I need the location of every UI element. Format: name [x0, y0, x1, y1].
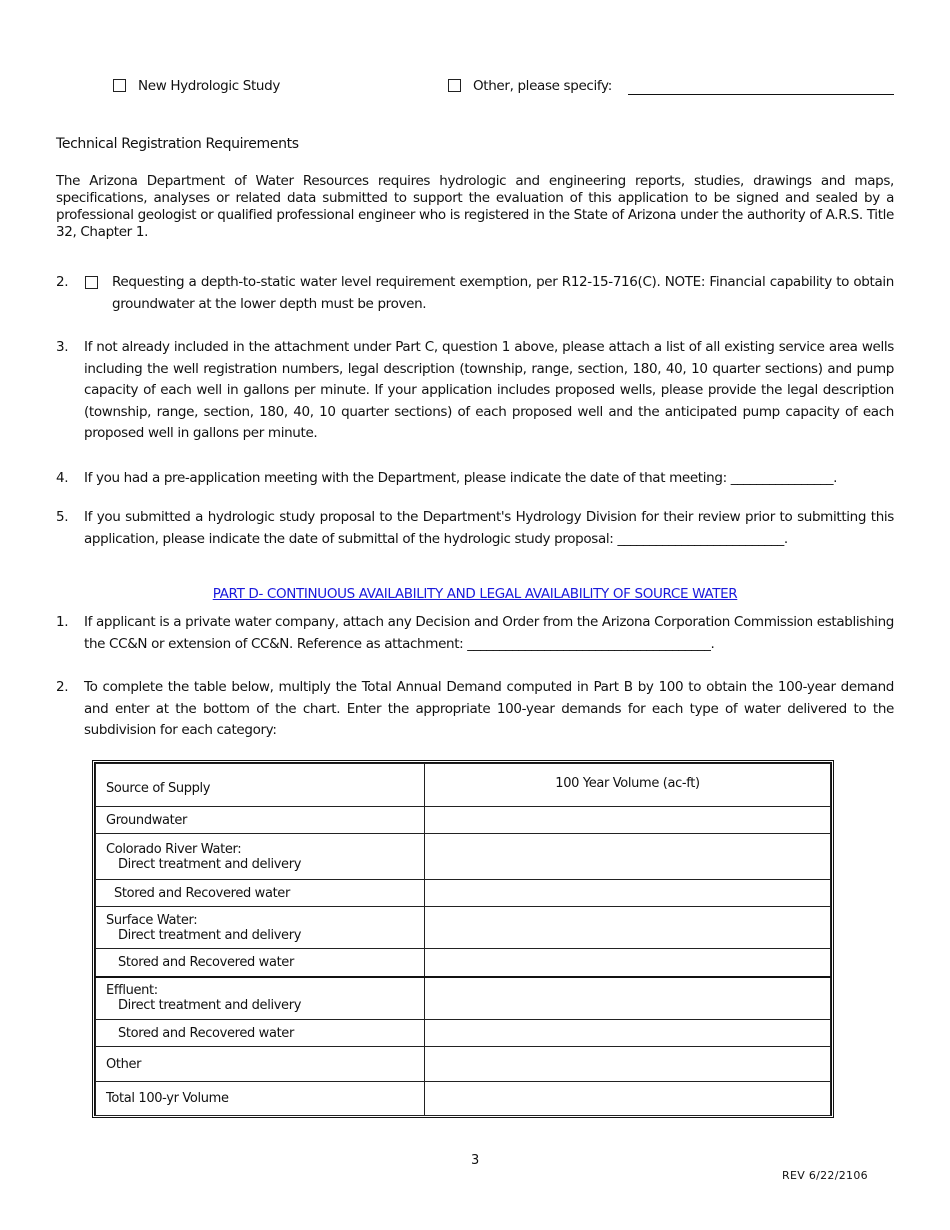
item-number: 2. — [56, 679, 69, 695]
option-label: New Hydrologic Study — [138, 78, 280, 94]
volume-input[interactable] — [425, 907, 831, 949]
volume-input[interactable] — [425, 1047, 831, 1082]
item-number: 2. — [56, 274, 69, 290]
volume-input[interactable] — [425, 834, 831, 880]
item-3 — [56, 337, 894, 445]
item-number: 5. — [56, 509, 69, 525]
item-number: 3. — [56, 339, 69, 355]
volume-input[interactable] — [425, 880, 831, 907]
revision-label: REV 6/22/2106 — [782, 1169, 868, 1182]
item-5 — [56, 507, 894, 550]
tech-heading: Technical Registration Requirements — [56, 136, 299, 152]
row-label: Stored and Recovered water — [96, 880, 425, 907]
header-volume: 100 Year Volume (ac-ft) — [425, 764, 831, 807]
item-text: Requesting a depth-to-static water level requirement exemption, per R12-15-716(C). NOTE: Financial capability to obtain groundwater at the lower depth must be proven. — [112, 274, 894, 312]
tech-body: The Arizona Department of Water Resources requires hydrologic and engineering reports, studies, drawings and maps, specifications, analyses or related data submitted to support the evaluation of this application to be signed and sealed by a professional geologist or qualified professional engineer who is registered in the State of Arizona under the authority of A.R.S. Title 32, Chapter 1. — [56, 173, 894, 240]
item-text: If applicant is a private water company, attach any Decision and Order from the Arizona Corporation Commission establishing the CC&N or extension of CC&N. Reference as attachment: ______________________________________. — [84, 614, 894, 652]
checkbox[interactable] — [85, 276, 98, 289]
volume-input[interactable] — [425, 1082, 831, 1116]
row-label: Groundwater — [96, 807, 425, 834]
item-text: If not already included in the attachment under Part C, question 1 above, please attach a list of all existing service area wells including the well registration numbers, legal description (township, range, section, 180, 40, 10 quarter sections) and pump capacity of each well in gallons per minute. If your application includes proposed wells, please provide the legal description (township, range, section, 180, 40, 10 quarter sections) of each proposed well and the anticipated pump capacity of each proposed well in gallons per minute. — [84, 339, 894, 441]
page-number: 3 — [471, 1153, 479, 1168]
item-text: If you had a pre-application meeting with the Department, please indicate the date of that meeting: ________________. — [84, 470, 838, 486]
part-d-item-1 — [56, 612, 894, 655]
item-number: 1. — [56, 614, 69, 630]
volume-input[interactable] — [425, 949, 831, 977]
option-label: Other, please specify: — [473, 78, 612, 94]
item-4 — [56, 468, 894, 490]
part-d-item-2 — [56, 677, 894, 742]
part-d-heading-link[interactable]: PART D- CONTINUOUS AVAILABILITY AND LEGAL AVAILABILITY OF SOURCE WATER — [212, 586, 738, 602]
row-label: Stored and Recovered water — [96, 949, 425, 977]
source-water-table — [92, 760, 834, 1118]
item-2 — [56, 272, 894, 315]
option-new-hydrologic-study[interactable] — [113, 78, 280, 94]
row-label: Surface Water: Direct treatment and delivery — [96, 907, 425, 949]
volume-input[interactable] — [425, 807, 831, 834]
item-text: If you submitted a hydrologic study proposal to the Department's Hydrology Division for their review prior to submitting this application, please indicate the date of submittal of the hydrologic study proposal: __________________________. — [84, 509, 894, 547]
checkbox[interactable] — [113, 79, 126, 92]
header-source: Source of Supply — [96, 764, 425, 807]
checkbox[interactable] — [448, 79, 461, 92]
row-label: Other — [96, 1047, 425, 1082]
other-specify-field[interactable] — [628, 94, 894, 95]
item-number: 4. — [56, 470, 69, 486]
row-label: Colorado River Water: Direct treatment and delivery — [96, 834, 425, 880]
row-label: Effluent: Direct treatment and delivery — [96, 977, 425, 1020]
volume-input[interactable] — [425, 977, 831, 1020]
item-text: To complete the table below, multiply the Total Annual Demand computed in Part B by 100 to obtain the 100-year demand and enter at the bottom of the chart. Enter the appropriate 100-year demands for each type of water delivered to the subdivision for each category: — [84, 679, 894, 738]
option-other[interactable] — [448, 78, 612, 94]
row-label: Total 100-yr Volume — [96, 1082, 425, 1116]
row-label: Stored and Recovered water — [96, 1020, 425, 1047]
volume-input[interactable] — [425, 1020, 831, 1047]
